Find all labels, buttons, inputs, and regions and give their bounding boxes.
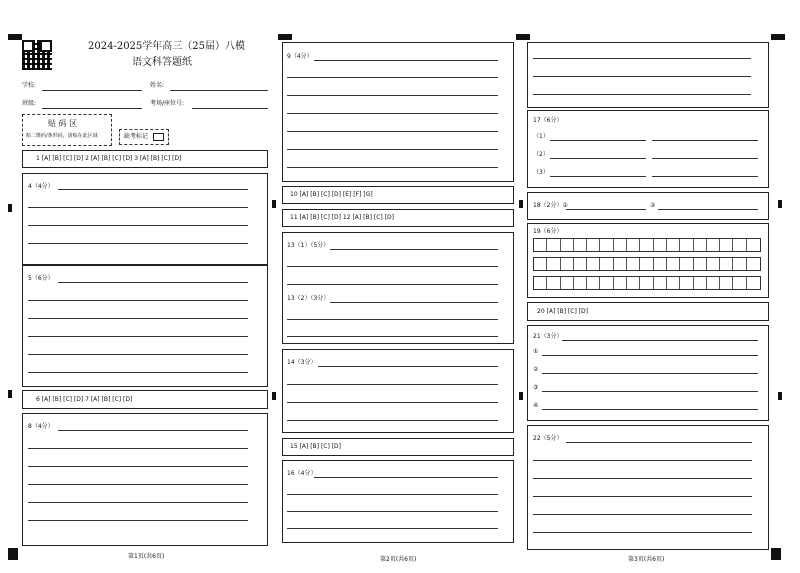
exam-no-label: 考场/座位号: <box>150 100 185 107</box>
school-field[interactable] <box>42 90 142 91</box>
answer-line[interactable] <box>287 528 498 529</box>
answer-line[interactable] <box>542 409 758 410</box>
answer-box-q5 <box>22 265 268 387</box>
answer-line[interactable] <box>533 532 752 533</box>
answer-line[interactable] <box>287 113 498 114</box>
question-18-2-label: ② <box>650 202 656 209</box>
question-21-1-label: ① <box>533 348 539 355</box>
absent-label: 缺考标记 <box>124 133 149 140</box>
answer-line[interactable] <box>318 366 498 367</box>
answer-box-q16-cont <box>527 42 769 108</box>
question-21-3-label: ③ <box>533 384 539 391</box>
answer-line[interactable] <box>287 511 498 512</box>
answer-line[interactable] <box>562 340 758 341</box>
timing-mark <box>519 200 523 208</box>
footer-page-3: 第3页(共6页) <box>628 556 665 563</box>
answer-line[interactable] <box>28 336 248 337</box>
answer-line[interactable] <box>566 442 752 443</box>
writing-grid-row[interactable] <box>533 238 761 252</box>
answer-line[interactable] <box>287 77 498 78</box>
answer-line[interactable] <box>287 420 498 421</box>
answer-line[interactable] <box>287 319 498 320</box>
answer-line[interactable] <box>550 176 646 177</box>
exam-no-field[interactable] <box>192 108 268 109</box>
answer-line[interactable] <box>658 209 758 210</box>
answer-line[interactable] <box>533 514 752 515</box>
question-9-label: 9（4分） <box>287 53 313 60</box>
timing-mark <box>8 204 12 212</box>
choice-row-1-3-label[interactable]: 1 [A] [B] [C] [D] 2 [A] [B] [C] [D] 3 [A] [B] [C] [D] <box>36 155 182 162</box>
page-title: 2024-2025学年高三（25届）八模 <box>88 41 246 52</box>
choice-row-20-label[interactable]: 20 [A] [B] [C] [D] <box>537 308 589 315</box>
answer-line[interactable] <box>533 58 751 59</box>
answer-line[interactable] <box>28 466 248 467</box>
answer-line[interactable] <box>287 336 498 337</box>
corner-mark <box>771 34 785 40</box>
answer-line[interactable] <box>58 430 248 431</box>
answer-line[interactable] <box>28 354 248 355</box>
corner-mark <box>771 548 781 560</box>
answer-line[interactable] <box>287 167 498 168</box>
answer-line[interactable] <box>550 158 646 159</box>
timing-mark <box>519 392 523 400</box>
answer-line[interactable] <box>287 402 498 403</box>
choice-row-6-7-label[interactable]: 6 [A] [B] [C] [D] 7 [A] [B] [C] [D] <box>36 396 133 403</box>
question-19-label: 19（6分） <box>533 228 563 235</box>
answer-line[interactable] <box>287 149 498 150</box>
answer-line[interactable] <box>330 249 498 250</box>
answer-line[interactable] <box>652 158 758 159</box>
answer-line[interactable] <box>28 448 248 449</box>
timing-mark <box>272 200 276 208</box>
answer-box-q9 <box>282 42 514 182</box>
question-21-label: 21（3分） <box>533 333 563 340</box>
answer-line[interactable] <box>542 391 758 392</box>
sticker-note: 贴二维码/条形码，请贴在此区域 <box>26 133 98 139</box>
answer-line[interactable] <box>28 318 248 319</box>
question-13-1-label: 13（1）（5分） <box>287 242 330 249</box>
question-8-label: 8（4分） <box>28 423 54 430</box>
answer-line[interactable] <box>533 76 751 77</box>
name-label: 姓名: <box>150 82 165 89</box>
question-18-label: 18（2分）① <box>533 202 568 209</box>
sticker-title: 贴 码 区 <box>48 119 78 128</box>
writing-grid-row[interactable] <box>533 257 761 271</box>
answer-line[interactable] <box>550 140 646 141</box>
footer-page-1: 第1页(共6页) <box>128 553 165 560</box>
answer-line[interactable] <box>652 140 758 141</box>
answer-line[interactable] <box>330 302 498 303</box>
timing-mark <box>778 200 782 208</box>
question-16-label: 16（4分） <box>287 470 317 477</box>
answer-line[interactable] <box>28 484 248 485</box>
answer-line[interactable] <box>566 209 646 210</box>
question-14-label: 14（3分） <box>287 359 317 366</box>
answer-line[interactable] <box>287 95 498 96</box>
question-17-label: 17（6分） <box>533 117 563 124</box>
choice-row-11-12-label[interactable]: 11 [A] [B] [C] [D] 12 [A] [B] [C] [D] <box>290 214 394 221</box>
question-17-1-label: （1） <box>533 133 549 140</box>
footer-page-2: 第2页(共6页) <box>380 556 417 563</box>
question-22-label: 22（5分） <box>533 435 563 442</box>
writing-grid-row[interactable] <box>533 276 761 290</box>
answer-line[interactable] <box>28 300 248 301</box>
answer-line[interactable] <box>58 282 248 283</box>
question-4-label: 4（4分） <box>28 183 54 190</box>
answer-line[interactable] <box>58 189 248 190</box>
corner-mark <box>516 34 530 40</box>
answer-line[interactable] <box>287 384 498 385</box>
timing-mark <box>8 390 12 398</box>
question-17-2-label: （2） <box>533 151 549 158</box>
question-21-2-label: ② <box>533 366 539 373</box>
corner-mark <box>278 34 292 40</box>
answer-line[interactable] <box>28 225 248 226</box>
timing-mark <box>778 392 782 400</box>
school-label: 学校: <box>22 82 37 89</box>
answer-line[interactable] <box>287 266 498 267</box>
answer-line[interactable] <box>287 494 498 495</box>
answer-line[interactable] <box>28 520 248 521</box>
answer-line[interactable] <box>28 243 248 244</box>
name-field[interactable] <box>170 90 268 91</box>
answer-line[interactable] <box>542 373 758 374</box>
answer-line[interactable] <box>533 478 752 479</box>
question-21-4-label: ④ <box>533 402 539 409</box>
choice-row-10-label[interactable]: 10 [A] [B] [C] [D] [E] [F] [G] <box>290 191 373 198</box>
answer-line[interactable] <box>28 372 248 373</box>
corner-mark <box>8 548 18 560</box>
page-subtitle: 语文科答题纸 <box>132 57 192 68</box>
answer-box-q8 <box>22 413 268 546</box>
choice-row-15-label[interactable]: 15 [A] [B] [C] [D] <box>290 443 342 450</box>
question-17-3-label: （3） <box>533 169 549 176</box>
answer-line[interactable] <box>28 207 248 208</box>
timing-mark <box>272 392 276 400</box>
class-label: 班级: <box>22 100 37 107</box>
answer-line[interactable] <box>533 94 751 95</box>
class-field[interactable] <box>42 108 142 109</box>
answer-line[interactable] <box>652 176 758 177</box>
answer-line[interactable] <box>314 60 498 61</box>
question-5-label: 5（6分） <box>28 275 54 282</box>
answer-line[interactable] <box>533 460 752 461</box>
answer-box-q4 <box>22 173 268 265</box>
answer-line[interactable] <box>287 284 498 285</box>
question-13-2-label: 13（2）（3分） <box>287 295 330 302</box>
answer-line[interactable] <box>28 502 248 503</box>
qr-code <box>22 40 52 70</box>
absent-checkbox[interactable] <box>153 133 164 141</box>
answer-line[interactable] <box>542 355 758 356</box>
answer-box-q16 <box>282 460 514 543</box>
answer-line[interactable] <box>533 496 752 497</box>
answer-line[interactable] <box>314 477 498 478</box>
corner-mark <box>8 34 22 40</box>
answer-line[interactable] <box>287 131 498 132</box>
